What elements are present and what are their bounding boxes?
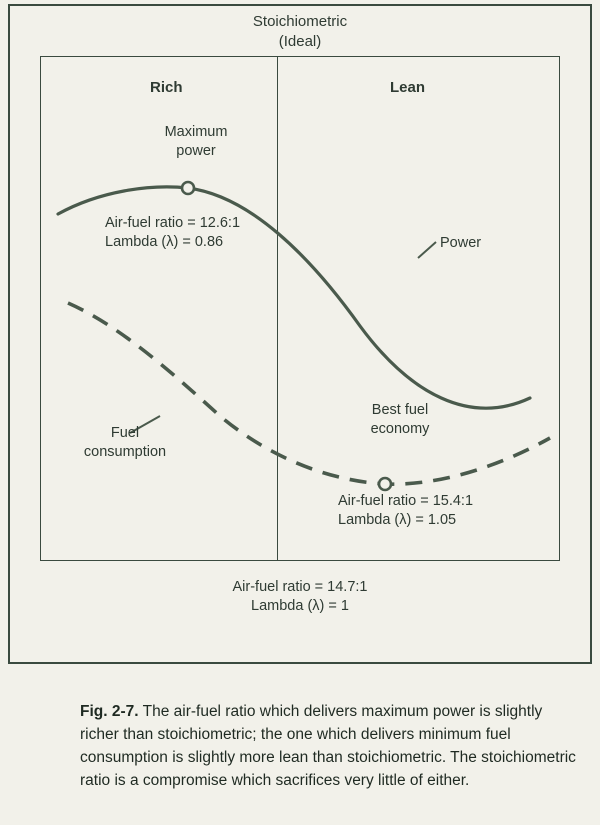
figure-caption xyxy=(80,700,580,792)
lean-lambda: Lambda (λ) = 1.05 xyxy=(338,512,457,528)
best-fuel-line2: economy xyxy=(370,421,430,437)
max-power-line2: power xyxy=(176,143,216,159)
lean-values-annotation xyxy=(338,492,473,530)
max-power-line1: Maximum xyxy=(164,124,228,140)
max-power-annotation xyxy=(136,123,256,161)
region-label-rich: Rich xyxy=(150,79,183,96)
power-label: Power xyxy=(440,235,482,251)
figure-frame xyxy=(8,4,592,664)
stoichiometric-divider-line xyxy=(277,56,278,561)
stoichiometric-label-line1: Stoichiometric xyxy=(252,13,348,30)
region-label-lean: Lean xyxy=(390,79,426,96)
rich-air-fuel-ratio: Air-fuel ratio = 12.6:1 xyxy=(105,215,241,231)
rich-values-annotation xyxy=(105,214,240,252)
rich-lambda: Lambda (λ) = 0.86 xyxy=(105,234,224,250)
fuel-consumption-label xyxy=(50,424,200,462)
stoichiometric-values-annotation xyxy=(10,578,590,616)
figure-caption-text: The air-fuel ratio which delivers maximum power is slightly richer than stoichiometric; the one which delivers minimum fuel consumption is slightly more lean than stoichiometric. The stoichiometric ratio is a compromise which sacrifices very little of either. xyxy=(80,703,576,789)
stoichiometric-label xyxy=(10,12,590,52)
stoich-lambda: Lambda (λ) = 1 xyxy=(251,598,349,614)
best-fuel-economy-annotation xyxy=(340,401,460,439)
figure-caption-number: Fig. 2-7. xyxy=(80,703,139,720)
fuel-consumption-line1: Fuel xyxy=(110,425,140,441)
best-fuel-line1: Best fuel xyxy=(371,402,429,418)
stoich-air-fuel-ratio: Air-fuel ratio = 14.7:1 xyxy=(232,579,368,595)
lean-air-fuel-ratio: Air-fuel ratio = 15.4:1 xyxy=(338,493,474,509)
fuel-consumption-line2: consumption xyxy=(83,444,167,460)
plot-area xyxy=(40,56,560,561)
stoichiometric-label-line2: (Ideal) xyxy=(278,33,322,50)
